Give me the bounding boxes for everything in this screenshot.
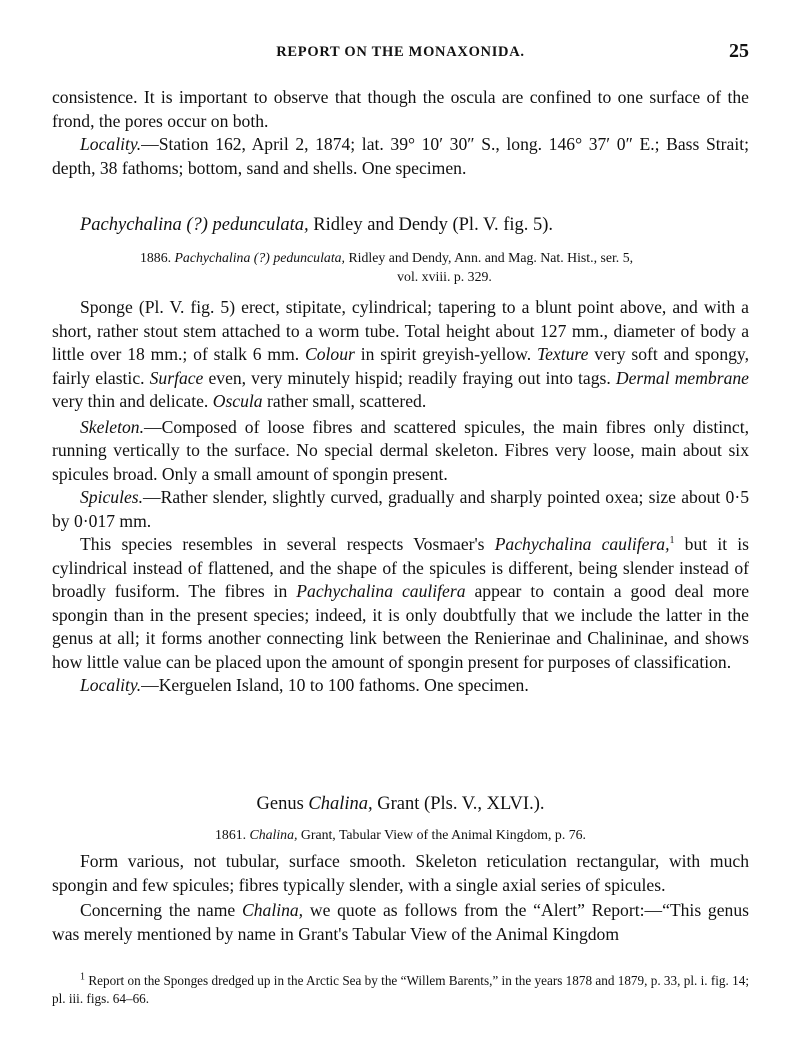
genus-ref-line: [52, 825, 749, 844]
locality-text: —Station 162, April 2, 1874; lat. 39° 10′ 30″ S., long. 146° 37′ 0″ E.; Bass Strait; depth, 38 fathoms; bottom, sand and shells. One specimen.: [52, 134, 749, 178]
spicules-label: Spicules.: [80, 487, 144, 507]
footnote: [52, 972, 749, 1008]
species-genus: Pachychalina: [80, 215, 182, 235]
running-title: REPORT ON THE MONAXONIDA.: [276, 44, 525, 60]
surface-label: Surface: [149, 367, 204, 388]
species-ref-line2: vol. xviii. p. 329.: [397, 269, 492, 284]
genus-reference: [52, 825, 749, 844]
concerning-name: Chalina,: [241, 900, 304, 920]
species-authority: Ridley and Dendy (Pl. V. fig. 5).: [313, 215, 554, 235]
footnote-block: [52, 972, 749, 1008]
species-heading-block: [52, 213, 749, 237]
genus-ref-year: 1861.: [215, 827, 247, 842]
spicules-text: —Rather slender, slightly curved, gradually and sharply pointed oxea; size about 0·5 by 0·017 mm.: [52, 487, 749, 531]
genus-heading: [52, 792, 749, 816]
species-locality: [52, 674, 749, 698]
oscula-label: Oscula: [212, 391, 263, 411]
colour-label: Colour: [305, 344, 355, 364]
page-number: 25: [729, 40, 749, 62]
footnote-marker: 1: [669, 535, 675, 547]
texture-label: Texture: [536, 344, 589, 364]
intro-paragraph: consistence. It is important to observe that though the oscula are confined to one surface of the frond, the pores occur on both.: [52, 87, 749, 131]
genus-ref-name: Chalina,: [249, 827, 298, 842]
species-epithet: pedunculata,: [212, 215, 309, 235]
concerning-text-a: Concerning the name: [80, 900, 236, 920]
locality-text: —Kerguelen Island, 10 to 100 fathoms. One specimen.: [141, 675, 529, 695]
genus-desc-paragraph: Form various, not tubular, surface smooth. Skeleton reticulation rectangular, with much spongin and few spicules; fibres typically slender, with a single axial series of spicules.: [52, 851, 749, 895]
species-query: (?): [186, 215, 208, 235]
colour-text: in spirit greyish-yellow.: [360, 344, 532, 364]
genus-description: [52, 850, 749, 946]
resembles-name: Pachychalina caulifera,: [494, 534, 670, 554]
surface-text: even, very minutely hispid; readily fraying out into tags.: [208, 367, 611, 388]
resembles-text-c: appear to contain a good deal more spongin than in the present species; indeed, it is only doubtfully that we include the latter in the genus at all; it forms another connecting link between the Renierinae and Chalininae, and shows how little value can be placed upon the amount of spongin present for purposes of classification.: [52, 581, 750, 672]
genus-heading-block: [52, 792, 749, 816]
skeleton-paragraph: [52, 416, 749, 487]
genus-authority: Grant (Pls. V., XLVI.).: [377, 794, 545, 814]
species-reference: [140, 248, 749, 286]
oscula-text: rather small, scattered.: [266, 391, 427, 411]
resembles-text-b: but it is cylindrical instead of flattened, and the shape of the spicules is different, being slender instead of broadly fusiform. The fibres in: [52, 534, 749, 601]
texture-text: very soft and spongy, fairly elastic.: [52, 344, 749, 388]
ref-rest: Ridley and Dendy, Ann. and Mag. Nat. Hist., ser. 5,: [348, 250, 634, 265]
footnote-text: Report on the Sponges dredged up in the Arctic Sea by the “Willem Barents,” in the years 1878 and 1879, p. 33, pl. i. fig. 14; pl. iii. figs. 64–66.: [52, 973, 749, 1006]
species-description: [52, 296, 749, 698]
page-header: [52, 40, 749, 64]
dermal-text: very thin and delicate.: [52, 391, 209, 411]
resembles-paragraph: [52, 533, 749, 674]
intro-section: [52, 86, 749, 180]
desc-text: Sponge (Pl. V. fig. 5) erect, stipitate, cylindrical; tapering to a blunt point above, and with a short, rather stout stem attached to a worm tube. Total height about 127 mm., diameter of body a little over 18 mm.; of stalk 6 mm.: [52, 297, 749, 364]
species-heading: [52, 213, 749, 237]
resembles-text-a: This species resembles in several respects Vosmaer's: [80, 534, 485, 554]
genus-ref-rest: Grant, Tabular View of the Animal Kingdom, p. 76.: [300, 827, 586, 842]
resembles-name-2: Pachychalina caulifera: [296, 581, 466, 601]
genus-name: Chalina,: [308, 794, 373, 814]
dermal-label: Dermal membrane: [615, 367, 749, 388]
skeleton-text: —Composed of loose fibres and scattered spicules, the main fibres only distinct, running vertically to the surface. No special dermal skeleton. Fibres very loose, main about six spicules broad. Only a small amount of spongin present.: [52, 416, 749, 484]
genus-concerning-paragraph: [52, 899, 749, 946]
description-paragraph: [52, 296, 749, 414]
genus-prefix: Genus: [256, 794, 304, 814]
skeleton-label: Skeleton.: [80, 416, 144, 437]
species-ref-line: [140, 248, 749, 267]
locality-label: Locality.: [80, 675, 142, 695]
ref-year: 1886.: [140, 250, 172, 265]
footnote-mark: 1: [80, 971, 85, 983]
concerning-text-b: we quote as follows from the “Alert” Report:—“This genus was merely mentioned by name in Grant's Tabular View of the Animal Kingdom: [52, 900, 749, 944]
ref-name: Pachychalina (?) pedunculata,: [174, 250, 345, 265]
intro-locality: [52, 133, 749, 180]
spicules-paragraph: [52, 486, 749, 533]
locality-label: Locality.: [80, 134, 142, 154]
